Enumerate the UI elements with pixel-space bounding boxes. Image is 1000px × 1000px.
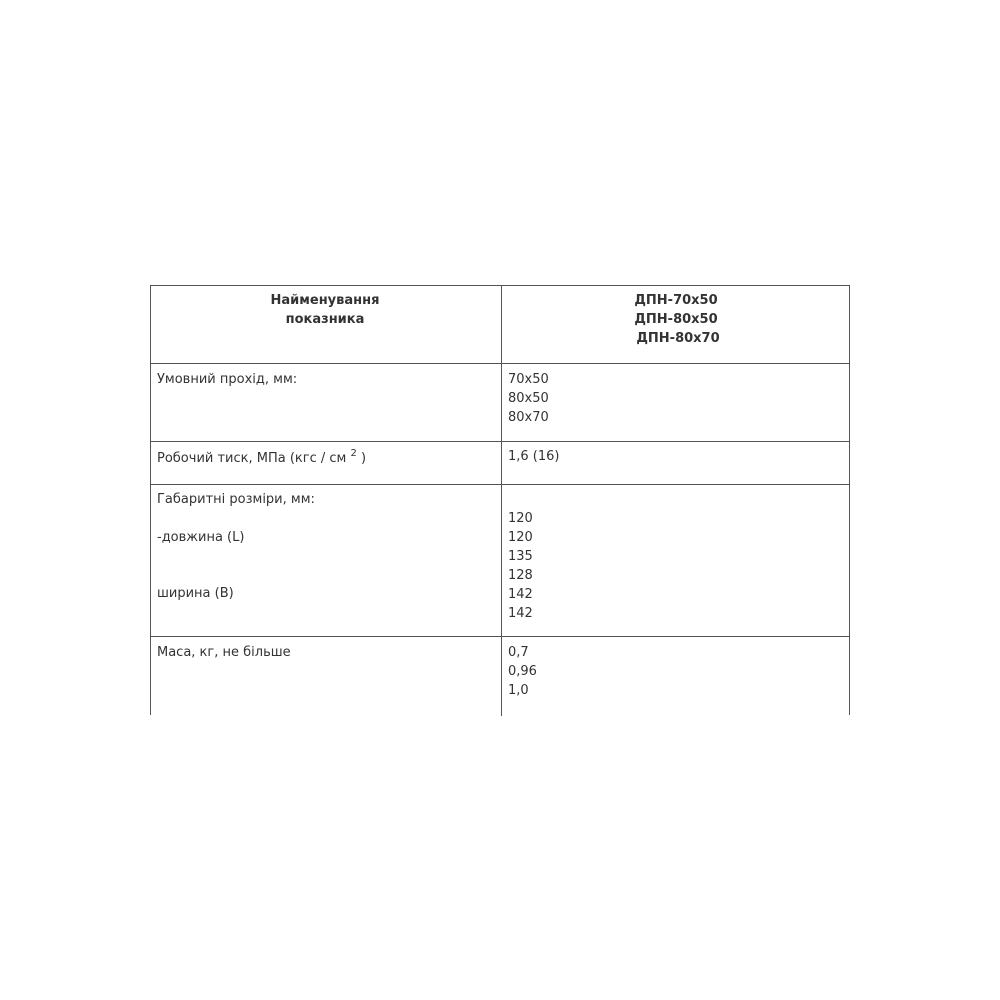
header-models [508, 291, 844, 348]
header-parameter-name [157, 291, 493, 329]
spec-table [150, 285, 850, 715]
dimensions-label: Габаритні розміри, мм: [157, 492, 315, 507]
header-model-1: ДПН-70х50 [634, 293, 718, 308]
table-row [151, 442, 849, 485]
passage-values [508, 370, 844, 427]
passage-value: 80х70 [508, 410, 549, 425]
header-left-line1: Найменування [270, 293, 380, 308]
header-model-3: ДПН-80х70 [636, 331, 720, 346]
mass-value: 0,7 [508, 645, 529, 660]
dimension-value: 135 [508, 549, 533, 564]
mass-values [508, 643, 844, 700]
dimension-value: 120 [508, 530, 533, 545]
pressure-value: 1,6 (16) [508, 449, 560, 464]
passage-value: 70х50 [508, 372, 549, 387]
dimension-value: 120 [508, 511, 533, 526]
table-row [151, 364, 849, 442]
pressure-label [157, 449, 493, 468]
table-row [151, 637, 849, 716]
passage-value: 80х50 [508, 391, 549, 406]
header-model-2: ДПН-80х50 [634, 312, 718, 327]
dimension-value: 142 [508, 606, 533, 621]
mass-value: 1,0 [508, 683, 529, 698]
header-left-line2: показника [285, 312, 365, 327]
pressure-label-text: Робочий тиск, МПа (кгс / см [157, 451, 347, 466]
mass-label: Маса, кг, не більше [157, 645, 291, 660]
passage-label: Умовний прохід, мм: [157, 372, 298, 387]
pressure-label-sup: 2 [350, 448, 357, 459]
table-row [151, 485, 849, 637]
dimension-value: 128 [508, 568, 533, 583]
mass-value: 0,96 [508, 664, 537, 679]
dimensions-length-label: -довжина (L) [157, 530, 245, 545]
dimensions-values [508, 509, 844, 623]
table-header-row [151, 286, 849, 364]
dimension-value: 142 [508, 587, 533, 602]
dimensions-width-label: ширина (В) [157, 586, 234, 601]
pressure-label-suffix: ) [361, 451, 367, 466]
